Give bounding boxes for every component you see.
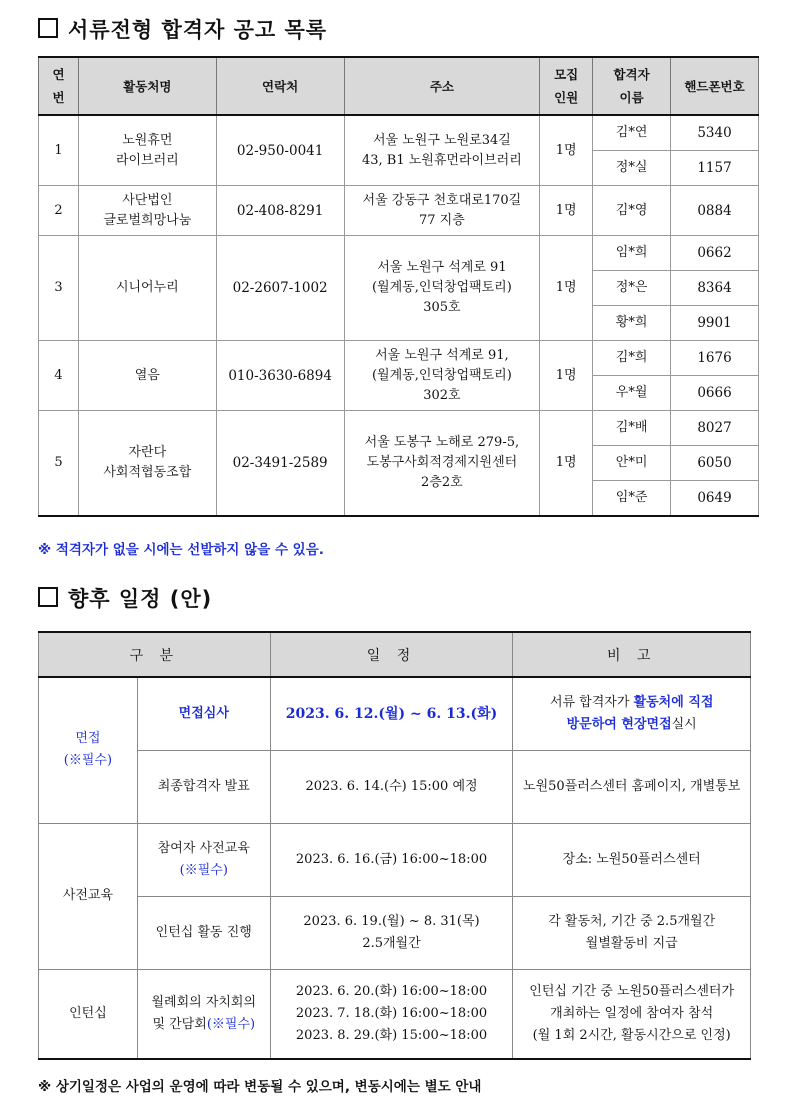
cell-address: 서울 노원구 노원로34길 43, B1 노원휴먼라이브러리 [344,115,540,186]
group-internship: 인턴십 [39,969,138,1059]
cell-name: 정*실 [593,151,671,186]
section2-heading [38,583,212,613]
schedule-interview: 2023. 6. 12.(월) ~ 6. 13.(화) [270,677,513,750]
checkbox-square-icon [38,18,58,38]
table-row [39,236,759,271]
cell-name: 정*은 [593,271,671,306]
cell-address: 서울 노원구 석계로 91, (월계동,인덕창업팩토리) 302호 [344,341,540,411]
cell-name: 임*준 [593,481,671,517]
header-category: 구 분 [39,632,271,677]
cell-contact: 02-950-0041 [216,115,344,186]
cell-name: 김*배 [593,411,671,446]
cell-phone: 0662 [671,236,759,271]
group-pretraining: 사전교육 [39,823,138,969]
cell-phone: 6050 [671,446,759,481]
cell-org: 노원휴먼 라이브러리 [78,115,216,186]
cell-org: 열음 [78,341,216,411]
table-row [39,969,751,1059]
cell-recruit: 1명 [540,236,593,341]
cell-name: 김*영 [593,186,671,236]
cell-phone: 8364 [671,271,759,306]
item-monthly-meeting: 월례회의 자치회의 및 간담회(※필수) [137,969,270,1059]
schedule-internship-activity: 2023. 6. 19.(월) ~ 8. 31(목) 2.5개월간 [270,896,513,969]
table-header-row [39,57,759,115]
cell-name: 안*미 [593,446,671,481]
cell-name: 우*월 [593,376,671,411]
cell-no: 1 [39,115,79,186]
cell-phone: 0666 [671,376,759,411]
table-row [39,677,751,750]
cell-phone: 9901 [671,306,759,341]
cell-recruit: 1명 [540,411,593,517]
cell-phone: 1676 [671,341,759,376]
cell-org: 사단법인 글로벌희망나눔 [78,186,216,236]
cell-address: 서울 도봉구 노해로 279-5, 도봉구사회적경제지원센터 2층2호 [344,411,540,517]
cell-phone: 1157 [671,151,759,186]
header-no: 연 번 [39,57,79,115]
cell-phone: 8027 [671,411,759,446]
schedule-note: ※ 상기일정은 사업의 운영에 따라 변동될 수 있으며, 변동시에는 별도 안내 [38,1079,482,1095]
item-pretraining: 참여자 사전교육 (※필수) [137,823,270,896]
cell-recruit: 1명 [540,186,593,236]
remark-pretraining: 장소: 노원50플러스센터 [513,823,751,896]
header-org: 활동처명 [78,57,216,115]
remark-monthly-meeting: 인턴십 기간 중 노원50플러스센터가 개최하는 일정에 참여자 참석 (월 1회 2시간, 활동시간으로 인정) [513,969,751,1059]
table-row [39,823,751,896]
item-interview: 면접심사 [137,677,270,750]
selection-note: ※ 적격자가 없을 시에는 선발하지 않을 수 있음. [38,542,324,558]
cell-name: 김*연 [593,115,671,151]
header-remark: 비 고 [513,632,751,677]
remark-interview: 서류 합격자가 활동처에 직접 방문하여 현장면접실시 [513,677,751,750]
header-schedule: 일 정 [270,632,513,677]
cell-name: 김*희 [593,341,671,376]
schedule-monthly-meeting: 2023. 6. 20.(화) 16:00~18:00 2023. 7. 18.(화) 16:00~18:00 2023. 8. 29.(화) 15:00~18:00 [270,969,513,1059]
item-final-announce: 최종합격자 발표 [137,750,270,823]
header-contact: 연락처 [216,57,344,115]
table-row [39,341,759,376]
checkbox-square-icon [38,587,58,607]
section2-title: 향후 일정 (안) [68,587,213,611]
applicants-table [38,56,759,517]
remark-final-announce: 노원50플러스센터 홈페이지, 개별통보 [513,750,751,823]
group-interview: 면접 (※필수) [39,677,138,823]
table-row [39,750,751,823]
cell-contact: 010-3630-6894 [216,341,344,411]
cell-phone: 0649 [671,481,759,517]
table-header-row [39,632,751,677]
cell-recruit: 1명 [540,115,593,186]
cell-org: 자란다 사회적협동조합 [78,411,216,517]
cell-address: 서울 강동구 천호대로170길 77 지층 [344,186,540,236]
cell-contact: 02-408-8291 [216,186,344,236]
cell-phone: 5340 [671,115,759,151]
cell-no: 3 [39,236,79,341]
table-row [39,896,751,969]
cell-no: 4 [39,341,79,411]
cell-address: 서울 노원구 석계로 91 (월계동,인덕창업팩토리) 305호 [344,236,540,341]
section1-title: 서류전형 합격자 공고 목록 [68,18,328,42]
cell-no: 2 [39,186,79,236]
header-address: 주소 [344,57,540,115]
schedule-table [38,631,751,1060]
table-row [39,186,759,236]
cell-phone: 0884 [671,186,759,236]
header-name: 합격자 이름 [593,57,671,115]
section1-heading [38,14,327,44]
schedule-pretraining: 2023. 6. 16.(금) 16:00~18:00 [270,823,513,896]
cell-org: 시니어누리 [78,236,216,341]
remark-internship-activity: 각 활동처, 기간 중 2.5개월간 월별활동비 지급 [513,896,751,969]
cell-name: 임*희 [593,236,671,271]
cell-name: 황*희 [593,306,671,341]
cell-recruit: 1명 [540,341,593,411]
table-row [39,115,759,151]
cell-contact: 02-3491-2589 [216,411,344,517]
cell-contact: 02-2607-1002 [216,236,344,341]
table-row [39,411,759,446]
cell-no: 5 [39,411,79,517]
header-recruit: 모집 인원 [540,57,593,115]
item-internship-activity: 인턴십 활동 진행 [137,896,270,969]
header-phone: 핸드폰번호 [671,57,759,115]
schedule-final-announce: 2023. 6. 14.(수) 15:00 예정 [270,750,513,823]
